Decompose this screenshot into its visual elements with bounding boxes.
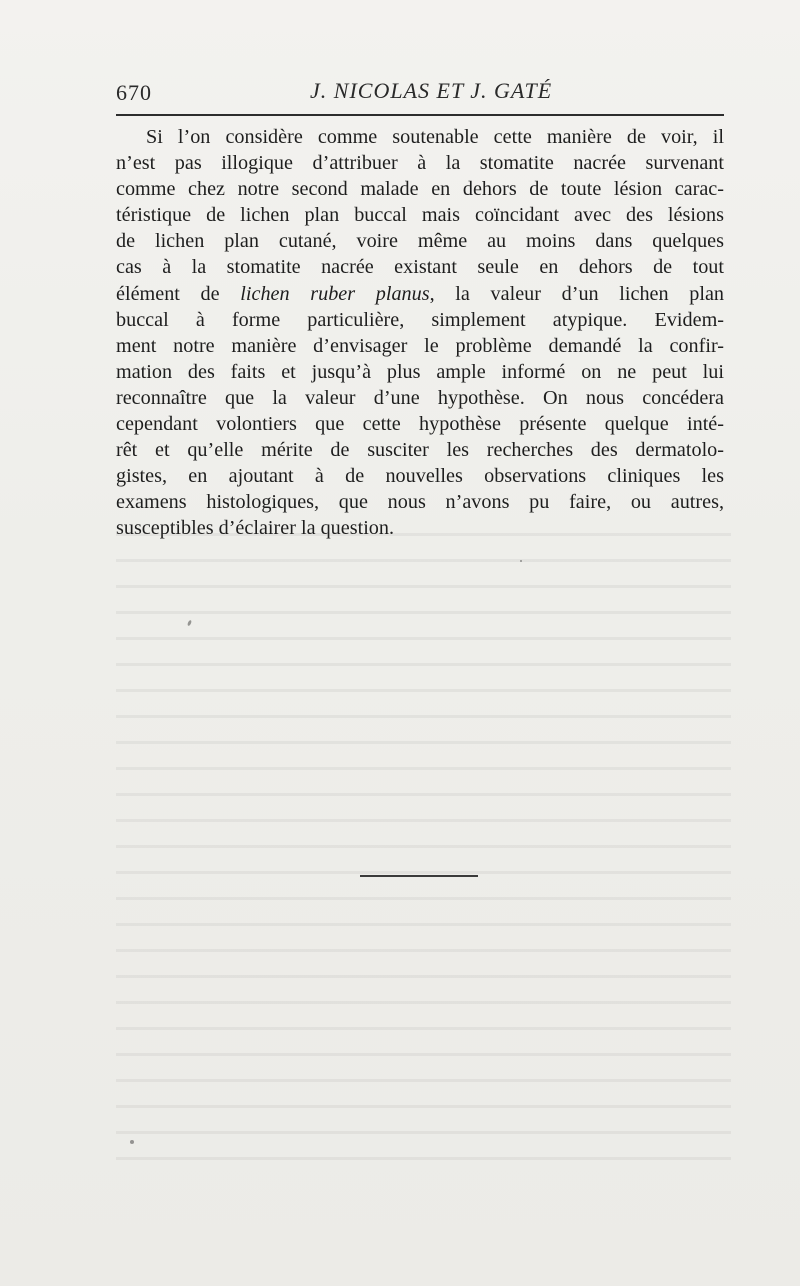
line-segment: , la valeur d’un lichen plan bbox=[429, 282, 725, 305]
ink-speck bbox=[520, 560, 522, 562]
paragraph-line: cependant volontiers que cette hypothèse présente quelque inté- bbox=[116, 413, 724, 436]
paragraph-line: n’est pas illogique d’attribuer à la stomatite nacrée survenant bbox=[116, 152, 724, 175]
show-through-text bbox=[116, 522, 731, 1182]
paragraph-line: mation des faits et jusqu’à plus ample informé on ne peut lui bbox=[116, 360, 724, 383]
paragraph-line: gistes, en ajoutant à de nouvelles observations cliniques les bbox=[116, 465, 724, 488]
paragraph-line: cas à la stomatite nacrée existant seule en dehors de tout bbox=[116, 256, 724, 279]
paragraph-line: comme chez notre second malade en dehors de toute lésion carac- bbox=[116, 178, 724, 201]
italic-term: lichen ruber planus bbox=[240, 282, 430, 305]
running-title: J. NICOLAS ET J. GATÉ bbox=[310, 78, 553, 103]
paragraph-line: téristique de lichen plan buccal mais coïncidant avec des lésions bbox=[116, 204, 724, 227]
paragraph-line: ment notre manière d’envisager le problème demandé la confir- bbox=[116, 334, 724, 357]
paragraph-line bbox=[116, 281, 724, 307]
paragraph-line: buccal à forme particulière, simplement atypique. Evidem- bbox=[116, 308, 724, 331]
paragraph-line: de lichen plan cutané, voire même au moins dans quelques bbox=[116, 230, 724, 253]
section-divider bbox=[360, 875, 478, 877]
paragraph-line: examens histologiques, que nous n’avons pu faire, ou autres, bbox=[116, 491, 724, 514]
paragraph-line: rêt et qu’elle mérite de susciter les recherches des dermatolo- bbox=[116, 439, 724, 462]
ink-speck bbox=[130, 1140, 134, 1144]
line-segment: élément de bbox=[116, 282, 241, 305]
paragraph-line: Si l’on considère comme soutenable cette manière de voir, il bbox=[146, 126, 724, 148]
paragraph-line: susceptibles d’éclairer la question. bbox=[116, 517, 395, 540]
page-number: 670 bbox=[116, 80, 152, 105]
ink-speck bbox=[187, 620, 192, 627]
header-rule bbox=[116, 114, 724, 116]
main-paragraph bbox=[116, 124, 724, 542]
paragraph-line: reconnaître que la valeur d’une hypothèse. On nous concédera bbox=[116, 386, 724, 409]
